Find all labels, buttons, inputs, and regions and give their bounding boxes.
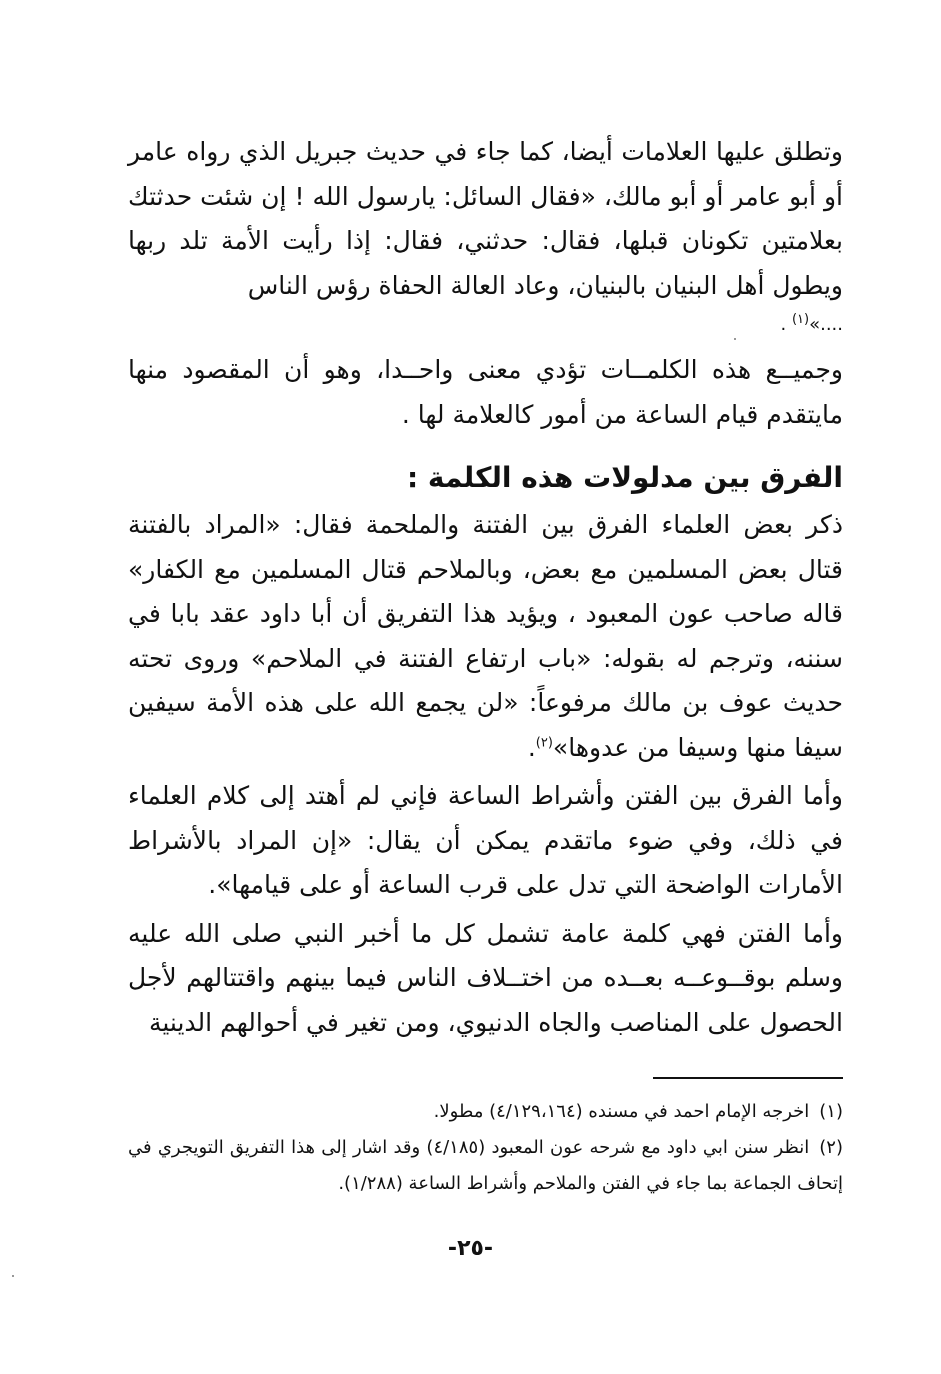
paragraph-signs-ending bbox=[128, 312, 843, 338]
section-heading: الفرق بين مدلولات هذه الكلمة : bbox=[406, 461, 843, 494]
paragraph-signs-vs-trials: وأما الفرق بين الفتن وأشراط الساعة فإني لم أهتد إلى كلام العلماء في ذلك، وفي ضوء ماتقدم يمكن أن يقال: «إن المراد بالأشراط الأمارات الواضحة التي تدل على قرب الساعة أو على قيامها». bbox=[128, 781, 843, 899]
page-number: -٢٥- bbox=[447, 1236, 494, 1261]
ellipsis-quote: ....» bbox=[809, 314, 843, 335]
footnote-ref-1[interactable]: (١) bbox=[791, 312, 810, 327]
footnote-ref-2[interactable]: (٢) bbox=[535, 735, 553, 751]
paragraph-signs bbox=[128, 130, 843, 308]
paragraph-difference bbox=[128, 503, 843, 770]
footnote-2 bbox=[128, 1130, 843, 1202]
footnote-divider bbox=[653, 1077, 843, 1079]
paragraph-trials: وأما الفتن فهي كلمة عامة تشمل كل ما أخبر النبي صلى الله عليه وسلم بوقــوعــه بعــده من اختــلاف الناس فيما بينهم واقتتالهم لأجل الحصول على المناصب والجاه الدنيوي، ومن تغير في أحوالهم الدينية bbox=[128, 918, 843, 1037]
paragraph-signs-tail: . bbox=[780, 314, 792, 335]
footnote-1 bbox=[128, 1094, 843, 1130]
footnote-number: (٢) bbox=[819, 1137, 843, 1158]
paragraph-difference-text: ذكر بعض العلماء الفرق بين الفتنة والملحمة فقال: «المراد بالفتنة قتال بعض المسلمين مع بعض، وبالملاحم قتال المسلمين مع الكفار» قاله صاحب عون المعبود ، ويؤيد هذا التفريق أن أبا داود عقد بابا في سننه، وترجم له بقوله: «باب ارتفاع الفتنة في الملاحم» وروى تحته حديث عوف بن مالك مرفوعاً: «لن يجمع الله على هذه الأمة سيفين سيفا منها وسيفا من عدوها» bbox=[128, 510, 843, 762]
scan-speck bbox=[12, 1275, 14, 1277]
scan-speck bbox=[734, 338, 736, 340]
footnote-text: انظر سنن ابي داود مع شرحه عون المعبود (٤/١٨٥) وقد اشار إلى هذا التفريق التويجري في إتحاف الجماعة بما جاء في الفتن والملاحم وأشراط الساعة (١/٢٨٨). bbox=[128, 1137, 843, 1194]
paragraph-difference-tail: . bbox=[527, 732, 536, 762]
footnote-text: اخرجه الإمام احمد في مسنده (٤/١٢٩،١٦٤) مطولا. bbox=[433, 1101, 810, 1122]
page-body bbox=[128, 130, 843, 1045]
paragraph-meaning: وجميــع هذه الكلمــات تؤدي معنى واحــدا، وهو أن المقصود منها مايتقدم قيام الساعة من أمور كالعلامة لها . bbox=[128, 355, 843, 429]
footnotes bbox=[128, 1094, 843, 1202]
paragraph-signs-text: وتطلق عليها العلامات أيضا، كما جاء في حديث جبريل الذي رواه عامر أو أبو عامر أو أبو مالك، «فقال السائل: يارسول الله ! إن شئت حدثتك بعلامتين تكونان قبلها، فقال: حدثني، فقال: إذا رأيت الأمة تلد ربها ويطول أهل البنيان بالبنيان، وعاد العالة الحفاة رؤس الناس bbox=[128, 137, 843, 300]
footnote-number: (١) bbox=[819, 1101, 843, 1122]
